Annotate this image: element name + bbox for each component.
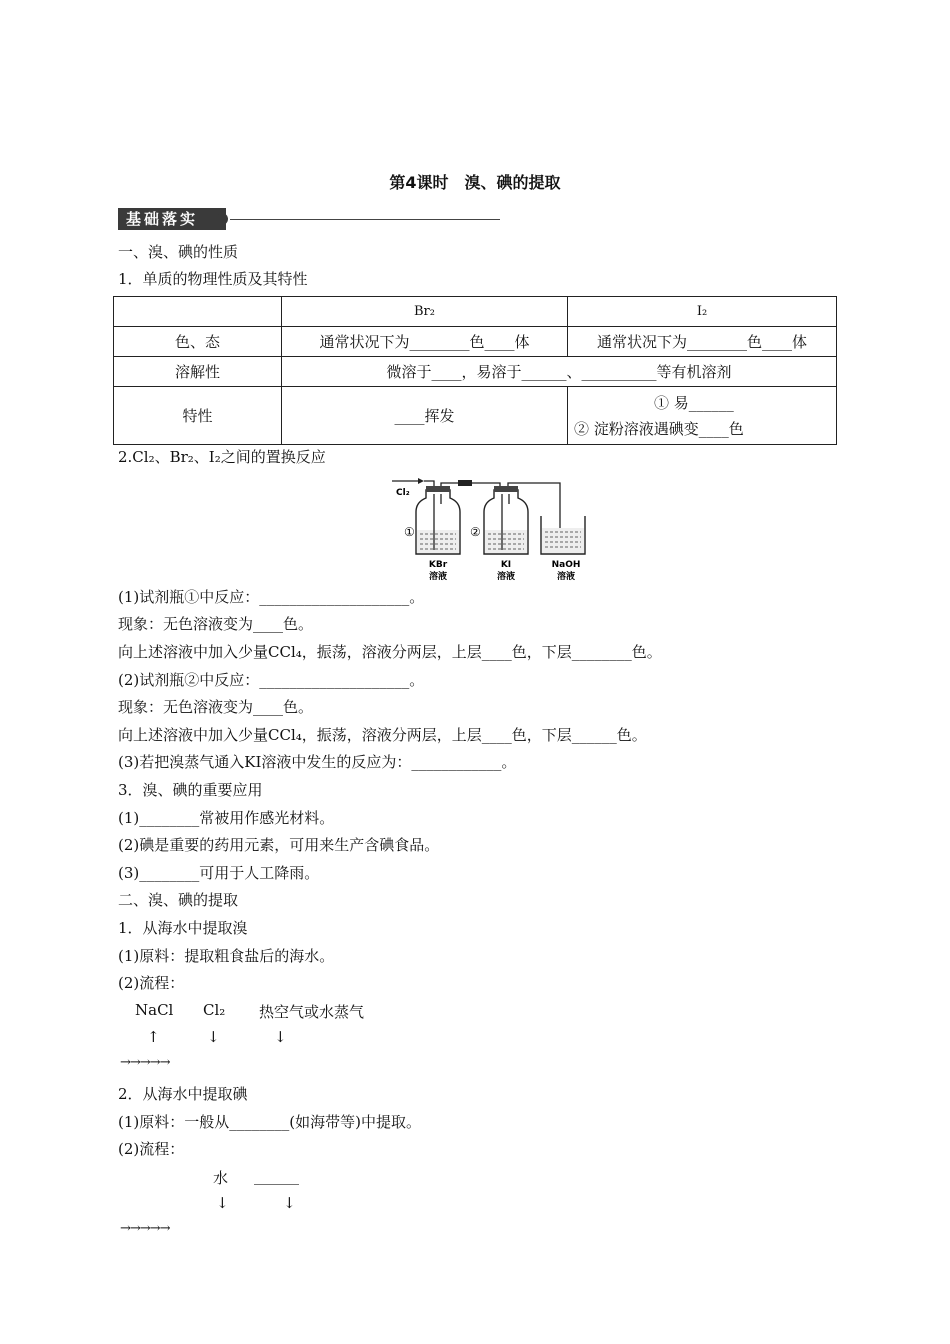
label-naoh-solution: 溶液 <box>556 572 576 582</box>
flow1-arrow-down-icon-2: ↓ <box>274 1028 287 1046</box>
question-2-ccl4: 向上述溶液中加入少量CCl₄，振荡，溶液分两层，上层____色，下层______色。 <box>118 726 647 744</box>
application-2: (2)碘是重要的药用元素，可用来生产含碘食品。 <box>118 836 440 854</box>
bottle-2-number: ② <box>470 525 481 539</box>
extraction-1-flow-label: (2)流程： <box>118 974 185 992</box>
question-2-phenomenon: 现象：无色溶液变为____色。 <box>118 698 314 716</box>
question-1: (1)试剂瓶①中反应：____________________。 <box>118 588 425 606</box>
gas-arrow-head <box>418 478 424 484</box>
flow2-blank: ______ <box>254 1167 299 1185</box>
gas-label: Cl₂ <box>396 488 410 498</box>
question-3: (3)若把溴蒸气通入KI溶液中发生的反应为：____________。 <box>118 753 517 771</box>
item-heading-2: 2.Cl₂、Br₂、I₂之间的置换反应 <box>118 448 326 466</box>
tube-clamp <box>458 480 472 486</box>
flow2-chain: →→→→→ <box>120 1221 170 1236</box>
section-heading-2: 二、溴、碘的提取 <box>118 891 239 909</box>
cell-property-br2: ____挥发 <box>282 387 568 445</box>
page-title: 第4课时 溴、碘的提取 <box>389 173 561 192</box>
flow1-hot-air: 热空气或水蒸气 <box>259 1003 365 1021</box>
item-heading-3: 3．溴、碘的重要应用 <box>118 781 263 799</box>
i2-property-line-2: ② 淀粉溶液遇碘变____色 <box>574 419 744 438</box>
cell-property-i2 <box>568 387 837 445</box>
question-1-ccl4: 向上述溶液中加入少量CCl₄，振荡，溶液分两层，上层____色，下层________色。 <box>118 643 662 661</box>
cell-color-i2: 通常状况下为________色____体 <box>568 327 837 357</box>
flow2-water: 水 <box>213 1169 229 1187</box>
properties-table <box>113 296 837 445</box>
application-1: (1)________常被用作感光材料。 <box>118 809 335 827</box>
label-ki: KI <box>500 560 512 570</box>
flow2-arrow-down-icon-1: ↓ <box>216 1194 229 1212</box>
extraction-heading-2: 2．从海水中提取碘 <box>118 1085 248 1103</box>
badge-dot-icon <box>216 213 228 225</box>
table-header-row <box>114 297 837 327</box>
question-2: (2)试剂瓶②中反应：____________________。 <box>118 671 425 689</box>
row-label-property: 特性 <box>114 387 282 445</box>
row-label-solubility: 溶解性 <box>114 357 282 387</box>
badge-divider <box>230 219 500 220</box>
flow2-arrow-down-icon-2: ↓ <box>283 1194 296 1212</box>
section-badge: 基础落实 <box>118 208 226 230</box>
i2-property-line-1: ① 易______ <box>654 393 734 412</box>
extraction-2-flow-label: (2)流程： <box>118 1140 185 1158</box>
flow1-arrow-up-icon: ↑ <box>147 1028 160 1046</box>
table-corner <box>114 297 282 327</box>
question-1-phenomenon: 现象：无色溶液变为____色。 <box>118 615 314 633</box>
flow1-chain: →→→→→ <box>120 1055 170 1070</box>
label-ki-solution: 溶液 <box>496 572 516 582</box>
extraction-1-raw: (1)原料：提取粗食盐后的海水。 <box>118 947 335 965</box>
cell-color-br2: 通常状况下为________色____体 <box>282 327 568 357</box>
flow1-nacl: NaCl <box>135 1001 174 1019</box>
label-kbr-solution: 溶液 <box>428 572 448 582</box>
cell-solubility: 微溶于____，易溶于______、__________等有机溶剂 <box>282 357 837 387</box>
section-heading-1: 一、溴、碘的性质 <box>118 243 239 261</box>
item-heading-1: 1．单质的物理性质及其特性 <box>118 270 308 288</box>
extraction-heading-1: 1．从海水中提取溴 <box>118 919 248 937</box>
flow1-arrow-down-icon-1: ↓ <box>207 1028 220 1046</box>
bottle-1-number: ① <box>404 525 415 539</box>
extraction-2-raw: (1)原料：一般从________(如海带等)中提取。 <box>118 1113 421 1131</box>
col-header-i2: I₂ <box>568 297 837 327</box>
label-kbr: KBr <box>428 560 448 570</box>
flow1-cl2: Cl₂ <box>203 1001 226 1019</box>
apparatus-diagram <box>390 474 590 586</box>
table-row-property <box>114 387 837 445</box>
label-naoh: NaOH <box>551 560 581 570</box>
row-label-color: 色、态 <box>114 327 282 357</box>
col-header-br2: Br₂ <box>282 297 568 327</box>
table-row-solubility <box>114 357 837 387</box>
table-row-color <box>114 327 837 357</box>
application-3: (3)________可用于人工降雨。 <box>118 864 320 882</box>
